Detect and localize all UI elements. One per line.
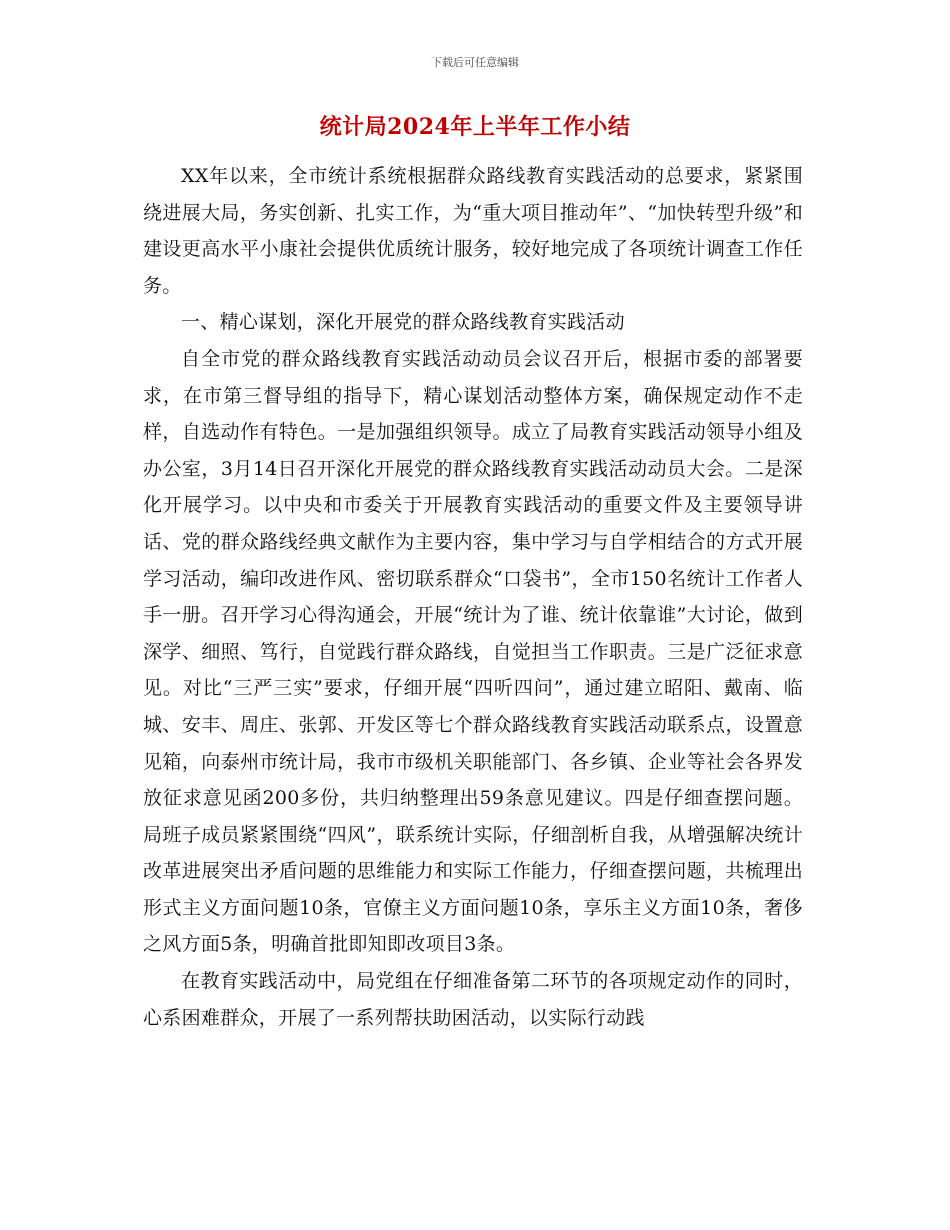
document-body [143, 158, 803, 1036]
paragraph-section-1: 自全市党的群众路线教育实践活动动员会议召开后，根据市委的部署要求，在市第三督导组的指导下，精心谋划活动整体方案，确保规定动作不走样，自选动作有特色。一是加强组织领导。成立了局教育实践活动领导小组及办公室，3月14日召开深化开展党的群众路线教育实践活动动员大会。二是深化开展学习。以中央和市委关于开展教育实践活动的重要文件及主要领导讲话、党的群众路线经典文献作为主要内容，集中学习与自学相结合的方式开展学习活动，编印改进作风、密切联系群众“口袋书”，全市150名统计工作者人手一册。召开学习心得沟通会，开展“统计为了谁、统计依靠谁”大讨论，做到深学、细照、笃行，自觉践行群众路线，自觉担当工作职责。三是广泛征求意见。对比“三严三实”要求，仔细开展“四听四问”，通过建立昭阳、戴南、临城、安丰、周庄、张郭、开发区等七个群众路线教育实践活动联系点，设置意见箱，向泰州市统计局，我市市级机关职能部门、各乡镇、企业等社会各界发放征求意见函200多份，共归纳整理出59条意见建议。四是仔细查摆问题。局班子成员紧紧围绕“四风”，联系统计实际，仔细剖析自我，从增强解决统计改革进展突出矛盾问题的思维能力和实际工作能力，仔细查摆问题，共梳理出形式主义方面问题10条，官僚主义方面问题10条，享乐主义方面10条，奢侈之风方面5条，明确首批即知即改项目3条。 [143, 347, 803, 956]
paragraph-continued: 在教育实践活动中，局党组在仔细准备第二环节的各项规定动作的同时，心系困难群众，开展了一系列帮扶助困活动，以实际行动践 [143, 970, 803, 1029]
header-note: 下载后可任意编辑 [431, 56, 519, 69]
paragraph-intro: XX年以来，全市统计系统根据群众路线教育实践活动的总要求，紧紧围绕进展大局，务实创新、扎实工作，为“重大项目推动年”、“加快转型升级”和建设更高水平小康社会提供优质统计服务，较好地完成了各项统计调查工作任务。 [143, 165, 803, 297]
section-heading-1: 一、精心谋划，深化开展党的群众路线教育实践活动 [181, 311, 625, 334]
document-title: 统计局2024年上半年工作小结 [319, 114, 631, 140]
